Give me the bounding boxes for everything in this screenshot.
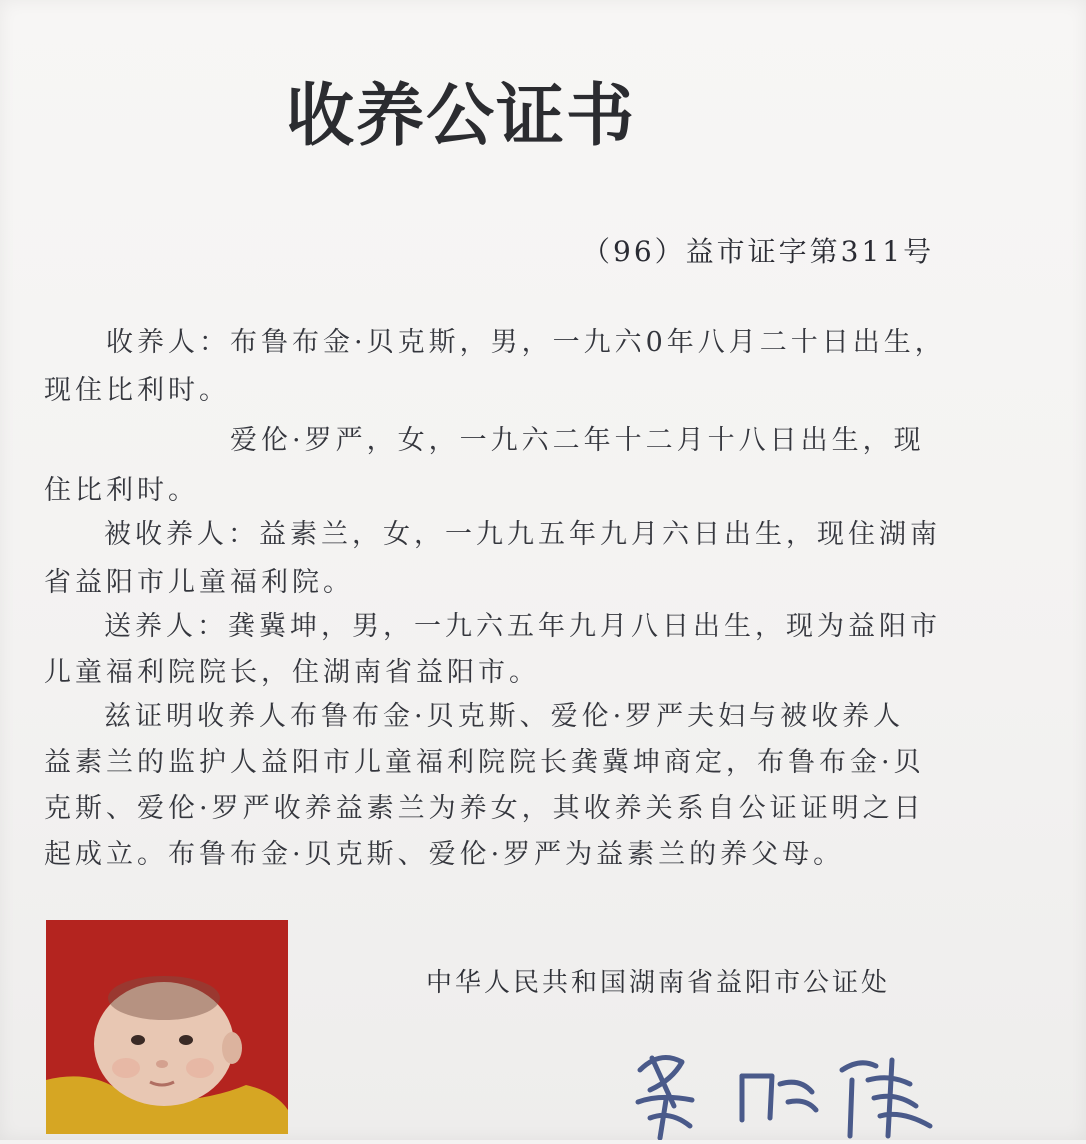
- body-line: 省益阳市儿童福利院。: [44, 567, 354, 598]
- body-line: 克斯、爱伦·罗严收养益素兰为养女，其收养关系自公证证明之日: [44, 793, 925, 824]
- body-line: 益素兰的监护人益阳市儿童福利院院长龚冀坤商定，布鲁布金·贝: [44, 747, 925, 778]
- document-number: （96）益市证字第311号: [582, 235, 935, 268]
- body-line: 儿童福利院院长，住湖南省益阳市。: [44, 657, 540, 688]
- body-line: 现住比利时。: [44, 375, 230, 406]
- baby-photo: [46, 920, 288, 1134]
- baby-photo-drawing: [46, 920, 288, 1134]
- body-line: 收养人：布鲁布金·贝克斯，男，一九六0年八月二十日出生，: [106, 327, 946, 358]
- signature-strokes: [630, 1040, 940, 1140]
- body-line: 送养人：龚冀坤，男，一九六五年九月八日出生，现为益阳市: [104, 611, 941, 642]
- document-title: 收养公证书: [286, 77, 637, 156]
- issuing-office: 中华人民共和国湖南省益阳市公证处: [426, 968, 891, 998]
- body-line: 住比利时。: [44, 475, 199, 506]
- body-line: 被收养人：益素兰，女，一九九五年九月六日出生，现住湖南: [104, 519, 941, 550]
- body-line: 起成立。布鲁布金·贝克斯、爱伦·罗严为益素兰的养父母。: [44, 839, 845, 870]
- body-line: 爱伦·罗严，女，一九六二年十二月十八日出生，现: [230, 425, 925, 456]
- body-line: 兹证明收养人布鲁布金·贝克斯、爱伦·罗严夫妇与被收养人: [104, 701, 905, 732]
- handwritten-signature: [630, 1040, 940, 1140]
